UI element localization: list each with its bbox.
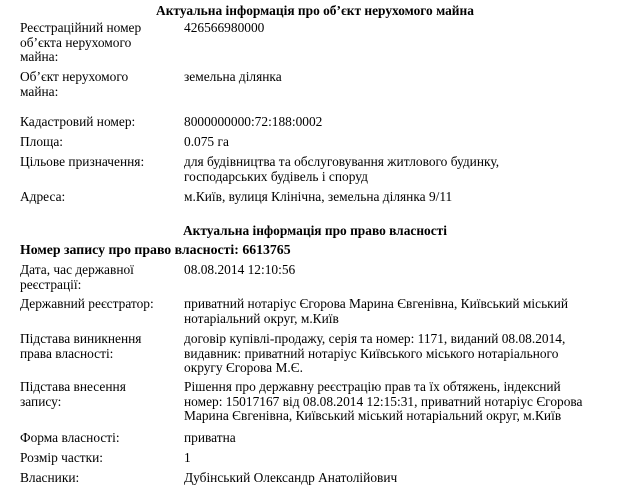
ownership-row-registration-date xyxy=(20,263,610,292)
row-label: Підстава виникнення права власності: xyxy=(20,331,142,361)
row-label: Власники: xyxy=(20,470,80,485)
row-value: приватна xyxy=(184,430,236,445)
row-value: м.Київ, вулиця Клінічна, земельна ділянка 9/11 xyxy=(184,189,453,204)
row-value: 426566980000 xyxy=(184,20,265,35)
ownership-record-number: Номер запису про право власності: 6613765 xyxy=(20,242,291,257)
ownership-row-basis-of-record xyxy=(20,380,610,424)
row-value: Рішення про державну реєстрацію прав та їх обтяжень, індексний номер: 15017167 від 08.08.2014 12:15:31, приватний нотаріус Єгорова Марина Євгенівна, Київський міський нотаріальний округ, м.Київ xyxy=(184,379,583,424)
row-label: Форма власності: xyxy=(20,430,120,445)
row-value: земельна ділянка xyxy=(184,69,282,84)
ownership-section-title: Актуальна інформація про право власності xyxy=(183,223,447,238)
row-label: Кадастровий номер: xyxy=(20,114,136,129)
property-section-title: Актуальна інформація про об’єкт нерухомого майна xyxy=(156,3,474,18)
row-label: Площа: xyxy=(20,134,64,149)
row-value: 8000000000:72:188:0002 xyxy=(184,114,323,129)
ownership-row-share xyxy=(20,451,610,466)
ownership-row-basis-of-ownership xyxy=(20,332,610,376)
property-row-purpose xyxy=(20,155,610,184)
row-value: приватний нотаріус Єгорова Марина Євгенівна, Київський міський нотаріальний округ, м.Київ xyxy=(184,296,569,326)
row-value: 0.075 га xyxy=(184,134,229,149)
row-label: Дата, час державної реєстрації: xyxy=(20,262,134,292)
row-label: Розмір частки: xyxy=(20,450,104,465)
row-value: Дубінський Олександр Анатолійович xyxy=(184,470,398,485)
property-row-registration-number xyxy=(20,21,610,65)
property-row-object-type xyxy=(20,70,610,99)
ownership-row-owners xyxy=(20,471,610,486)
row-value: 1 xyxy=(184,450,191,465)
property-row-cadastral-number xyxy=(20,115,610,130)
row-label: Державний реєстратор: xyxy=(20,296,154,311)
row-label: Адреса: xyxy=(20,189,66,204)
row-value: для будівництва та обслуговування житлового будинку, господарських будівель і споруд xyxy=(184,154,500,184)
row-label: Підстава внесення запису: xyxy=(20,379,126,409)
property-row-area xyxy=(20,135,610,150)
row-label: Реєстраційний номер об’єкта нерухомого майна: xyxy=(20,20,142,65)
row-label: Об’єкт нерухомого майна: xyxy=(20,69,129,99)
row-value: 08.08.2014 12:10:56 xyxy=(184,262,296,277)
row-value: договір купівлі-продажу, серія та номер: 1171, виданий 08.08.2014, видавник: приватний нотаріус Київського міського нотаріального округу Єгорова М.Є. xyxy=(184,331,566,376)
ownership-row-registrar xyxy=(20,297,610,326)
property-row-address xyxy=(20,190,610,205)
ownership-row-form xyxy=(20,431,610,446)
row-label: Цільове призначення: xyxy=(20,154,145,169)
